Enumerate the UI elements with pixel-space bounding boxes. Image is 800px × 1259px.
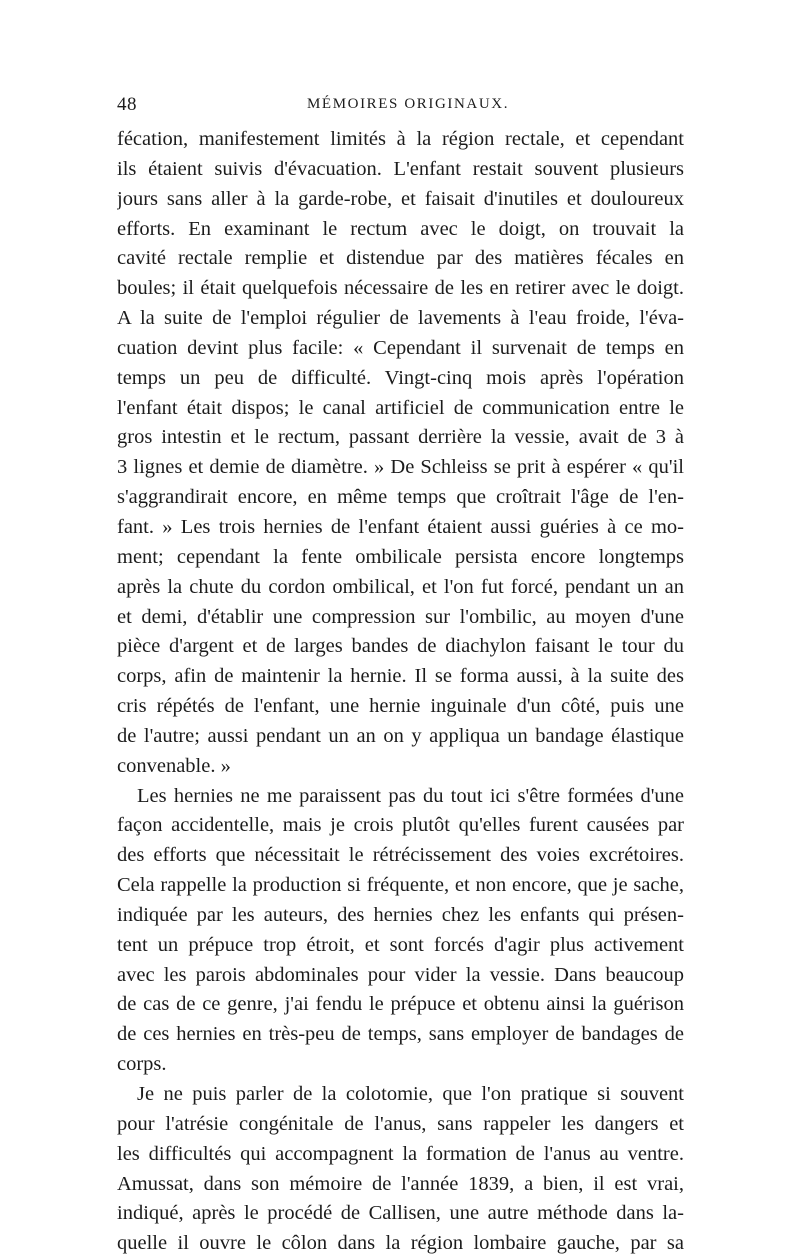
text-line: de l'autre; aussi pendant un an on y appliqua un bandage élastique [117, 724, 684, 747]
text-line: pour l'atrésie congénitale de l'anus, sans rappeler les dangers et [117, 1112, 684, 1135]
text-line: indiquée par les auteurs, des hernies chez les enfants qui présen- [117, 903, 684, 926]
text-line: fécation, manifestement limités à la région rectale, et cependant [117, 128, 684, 150]
text-line: Amussat, dans son mémoire de l'année 1839, a bien, il est vrai, [117, 1172, 684, 1195]
text-line: jours sans aller à la garde-robe, et faisait d'inutiles et douloureux [117, 187, 684, 210]
text-line: fant. » Les trois hernies de l'enfant étaient aussi guéries à ce mo- [117, 515, 684, 538]
text-line: et demi, d'établir une compression sur l'ombilic, au moyen d'une [117, 605, 684, 628]
text-line: corps, afin de maintenir la hernie. Il se forma aussi, à la suite des [117, 665, 684, 688]
text-line: de cas de ce genre, j'ai fendu le prépuce et obtenu ainsi la guérison [117, 993, 684, 1016]
text-line: après la chute du cordon ombilical, et l'on fut forcé, pendant un an [117, 575, 684, 598]
text-line: convenable. » [117, 754, 231, 777]
text-line: gros intestin et le rectum, passant derrière la vessie, avait de 3 à [117, 426, 684, 449]
text-line: ment; cependant la fente ombilicale persista encore longtemps [117, 545, 684, 568]
page-number: 48 [117, 94, 137, 115]
text-line: tent un prépuce trop étroit, et sont forcés d'agir plus activement [117, 933, 684, 956]
text-line: façon accidentelle, mais je crois plutôt qu'elles furent causées par [117, 814, 684, 837]
text-line: s'aggrandirait encore, en même temps que croîtrait l'âge de l'en- [117, 486, 684, 509]
text-line: l'enfant était dispos; le canal artificiel de communication entre le [117, 396, 684, 419]
text-line: indiqué, après le procédé de Callisen, une autre méthode dans la- [117, 1202, 684, 1225]
text-line: cris répétés de l'enfant, une hernie inguinale d'un côté, puis une [117, 695, 684, 718]
text-line: des efforts que nécessitait le rétrécissement des voies excrétoires. [117, 844, 684, 867]
text-line: ils étaient suivis d'évacuation. L'enfant restait souvent plusieurs [117, 157, 684, 180]
text-line: avec les parois abdominales pour vider la vessie. Dans beaucoup [117, 963, 684, 986]
text-line: pièce d'argent et de larges bandes de diachylon faisant le tour du [117, 635, 684, 658]
text-line: Cela rappelle la production si fréquente, et non encore, que je sache, [117, 874, 684, 897]
text-line: les difficultés qui accompagnent la formation de l'anus au ventre. [117, 1142, 684, 1165]
text-line: cavité rectale remplie et distendue par des matières fécales en [117, 247, 684, 270]
body-text [117, 125, 684, 1259]
text-line: de ces hernies en très-peu de temps, sans employer de bandages de [117, 1023, 684, 1046]
text-line: Les hernies ne me paraissent pas du tout ici s'être formées d'une [137, 784, 684, 807]
text-line: A la suite de l'emploi régulier de lavements à l'eau froide, l'éva- [117, 307, 684, 330]
page-header [117, 94, 687, 120]
text-line: temps un peu de difficulté. Vingt-cinq mois après l'opération [117, 366, 684, 389]
text-line: efforts. En examinant le rectum avec le doigt, on trouvait la [117, 217, 684, 240]
text-line: quelle il ouvre le côlon dans la région lombaire gauche, par sa [117, 1232, 684, 1255]
text-line: Je ne puis parler de la colotomie, que l'on pratique si souvent [137, 1083, 684, 1105]
running-head: MÉMOIRES ORIGINAUX. [307, 96, 510, 112]
text-line: 3 lignes et demie de diamètre. » De Schleiss se prit à espérer « qu'il [117, 456, 684, 479]
text-line: corps. [117, 1053, 167, 1076]
text-line: boules; il était quelquefois nécessaire de les en retirer avec le doigt. [117, 277, 684, 300]
text-line: cuation devint plus facile: « Cependant il survenait de temps en [117, 336, 684, 359]
